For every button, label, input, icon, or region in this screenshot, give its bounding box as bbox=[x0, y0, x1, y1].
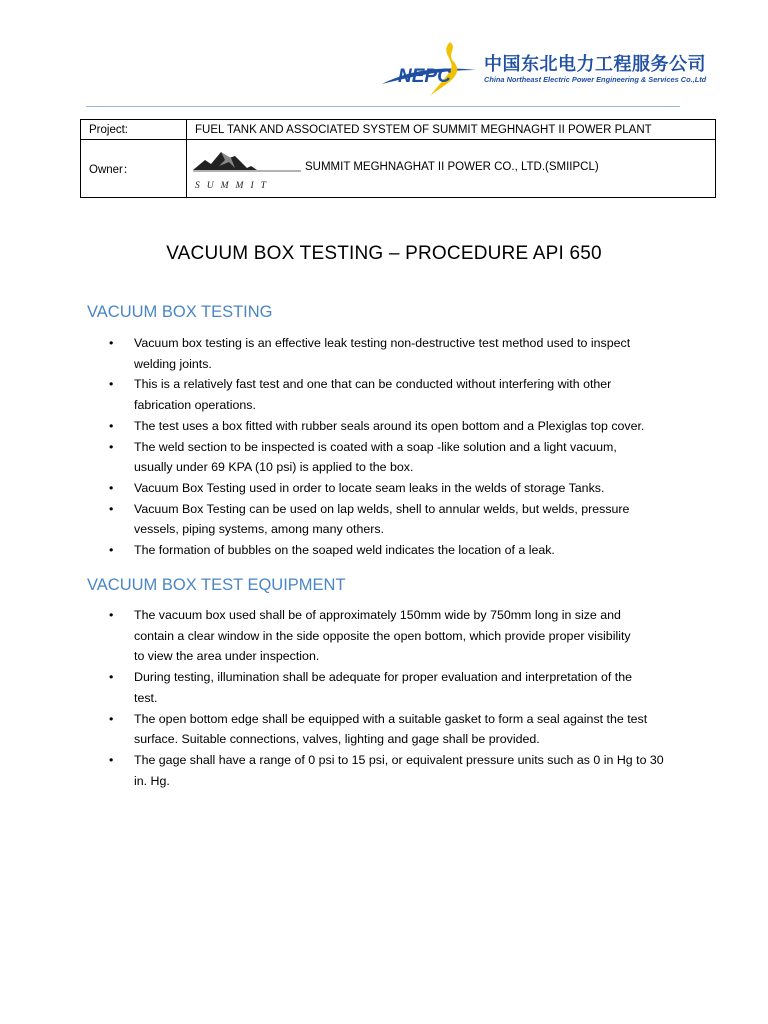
bullet-dot-icon: • bbox=[109, 439, 114, 454]
bullet-item bbox=[0, 374, 768, 415]
bullet-line: The formation of bubbles on the soaped weld indicates the location of a leak. bbox=[134, 543, 555, 558]
bullet-line: Vacuum Box Testing can be used on lap welds, shell to annular welds, but welds, pressure bbox=[134, 501, 630, 516]
bullet-item bbox=[0, 499, 768, 540]
bullet-item bbox=[0, 667, 768, 708]
bullet-line: Vacuum box testing is an effective leak testing non-destructive test method used to inspect bbox=[134, 336, 631, 350]
bullet-line: to view the area under inspection. bbox=[134, 649, 320, 664]
project-value: FUEL TANK AND ASSOCIATED SYSTEM OF SUMMIT MEGHNAGHT II POWER PLANT bbox=[187, 120, 716, 140]
bullet-dot-icon: • bbox=[109, 711, 114, 726]
bullet-line: The test uses a box fitted with rubber seals around its open bottom and a Plexiglas top cover. bbox=[134, 418, 645, 433]
project-label: Project: bbox=[81, 120, 187, 140]
bullet-line: contain a clear window in the side opposite the open bottom, which provide proper visibility bbox=[134, 628, 631, 643]
section-heading-testing: VACUUM BOX TESTING bbox=[87, 303, 273, 321]
bullet-line: The gage shall have a range of 0 psi to 15 psi, or equivalent pressure units such as 0 in Hg to 30 bbox=[134, 752, 664, 767]
owner-value: SUMMIT MEGHNAGHAT II POWER CO., LTD.(SMIIPCL) bbox=[305, 161, 599, 173]
bullet-dot-icon: • bbox=[109, 752, 114, 767]
bullet-line: welding joints. bbox=[134, 356, 212, 371]
bullet-dot-icon: • bbox=[109, 336, 114, 350]
project-info-table bbox=[80, 119, 716, 198]
bullet-item bbox=[0, 750, 768, 791]
bullet-dot-icon: • bbox=[109, 543, 114, 558]
owner-cell bbox=[187, 140, 716, 198]
document-title: VACUUM BOX TESTING – PROCEDURE API 650 bbox=[166, 243, 602, 264]
owner-row bbox=[81, 140, 716, 198]
section-heading-equipment: VACUUM BOX TEST EQUIPMENT bbox=[87, 576, 346, 594]
bullet-line: Vacuum Box Testing used in order to locate seam leaks in the welds of storage Tanks. bbox=[134, 480, 605, 495]
bullet-item bbox=[0, 437, 768, 478]
project-row bbox=[81, 120, 716, 140]
company-name-en: China Northeast Electric Power Engineering & Services Co.,Ltd bbox=[484, 75, 707, 84]
bullet-line: The weld section to be inspected is coated with a soap -like solution and a light vacuum, bbox=[134, 439, 617, 454]
bullet-line: The open bottom edge shall be equipped with a suitable gasket to form a seal against the test bbox=[134, 711, 648, 726]
bullet-list-testing bbox=[0, 333, 768, 561]
bullet-item bbox=[0, 416, 768, 437]
bullet-dot-icon: • bbox=[109, 501, 114, 516]
header-divider bbox=[86, 106, 680, 107]
bullet-item bbox=[0, 709, 768, 750]
company-name-cn: 中国东北电力工程服务公司 bbox=[484, 54, 706, 75]
bullet-line: vessels, piping systems, among many others. bbox=[134, 522, 384, 537]
bullet-line: test. bbox=[134, 690, 158, 705]
bullet-dot-icon: • bbox=[109, 418, 114, 433]
bullet-dot-icon: • bbox=[109, 377, 114, 392]
bullet-line: in. Hg. bbox=[134, 773, 170, 788]
bullet-line: fabrication operations. bbox=[134, 398, 256, 413]
nepc-logo-icon bbox=[380, 40, 484, 100]
summit-logo-text: SUMMIT bbox=[195, 181, 273, 191]
bullet-dot-icon: • bbox=[109, 608, 114, 622]
bullet-item bbox=[0, 478, 768, 499]
bullet-line: The vacuum box used shall be of approximately 150mm wide by 750mm long in size and bbox=[134, 608, 621, 622]
bullet-line: surface. Suitable connections, valves, lighting and gage shall be provided. bbox=[134, 732, 540, 747]
bullet-item bbox=[0, 333, 768, 374]
bullet-line: This is a relatively fast test and one that can be conducted without interfering with other bbox=[134, 377, 612, 392]
bullet-dot-icon: • bbox=[109, 670, 114, 685]
bullet-line: usually under 69 KPA (10 psi) is applied to the box. bbox=[134, 460, 414, 475]
bullet-dot-icon: • bbox=[109, 480, 114, 495]
owner-label: Owner： bbox=[81, 140, 187, 198]
summit-logo-icon bbox=[191, 146, 303, 192]
company-logo bbox=[380, 40, 707, 100]
bullet-line: During testing, illumination shall be adequate for proper evaluation and interpretation of the bbox=[134, 670, 633, 685]
bullet-item bbox=[0, 605, 768, 667]
bullet-list-equipment bbox=[0, 605, 768, 791]
bullet-item bbox=[0, 540, 768, 561]
logo-text: NEPC bbox=[398, 66, 451, 87]
